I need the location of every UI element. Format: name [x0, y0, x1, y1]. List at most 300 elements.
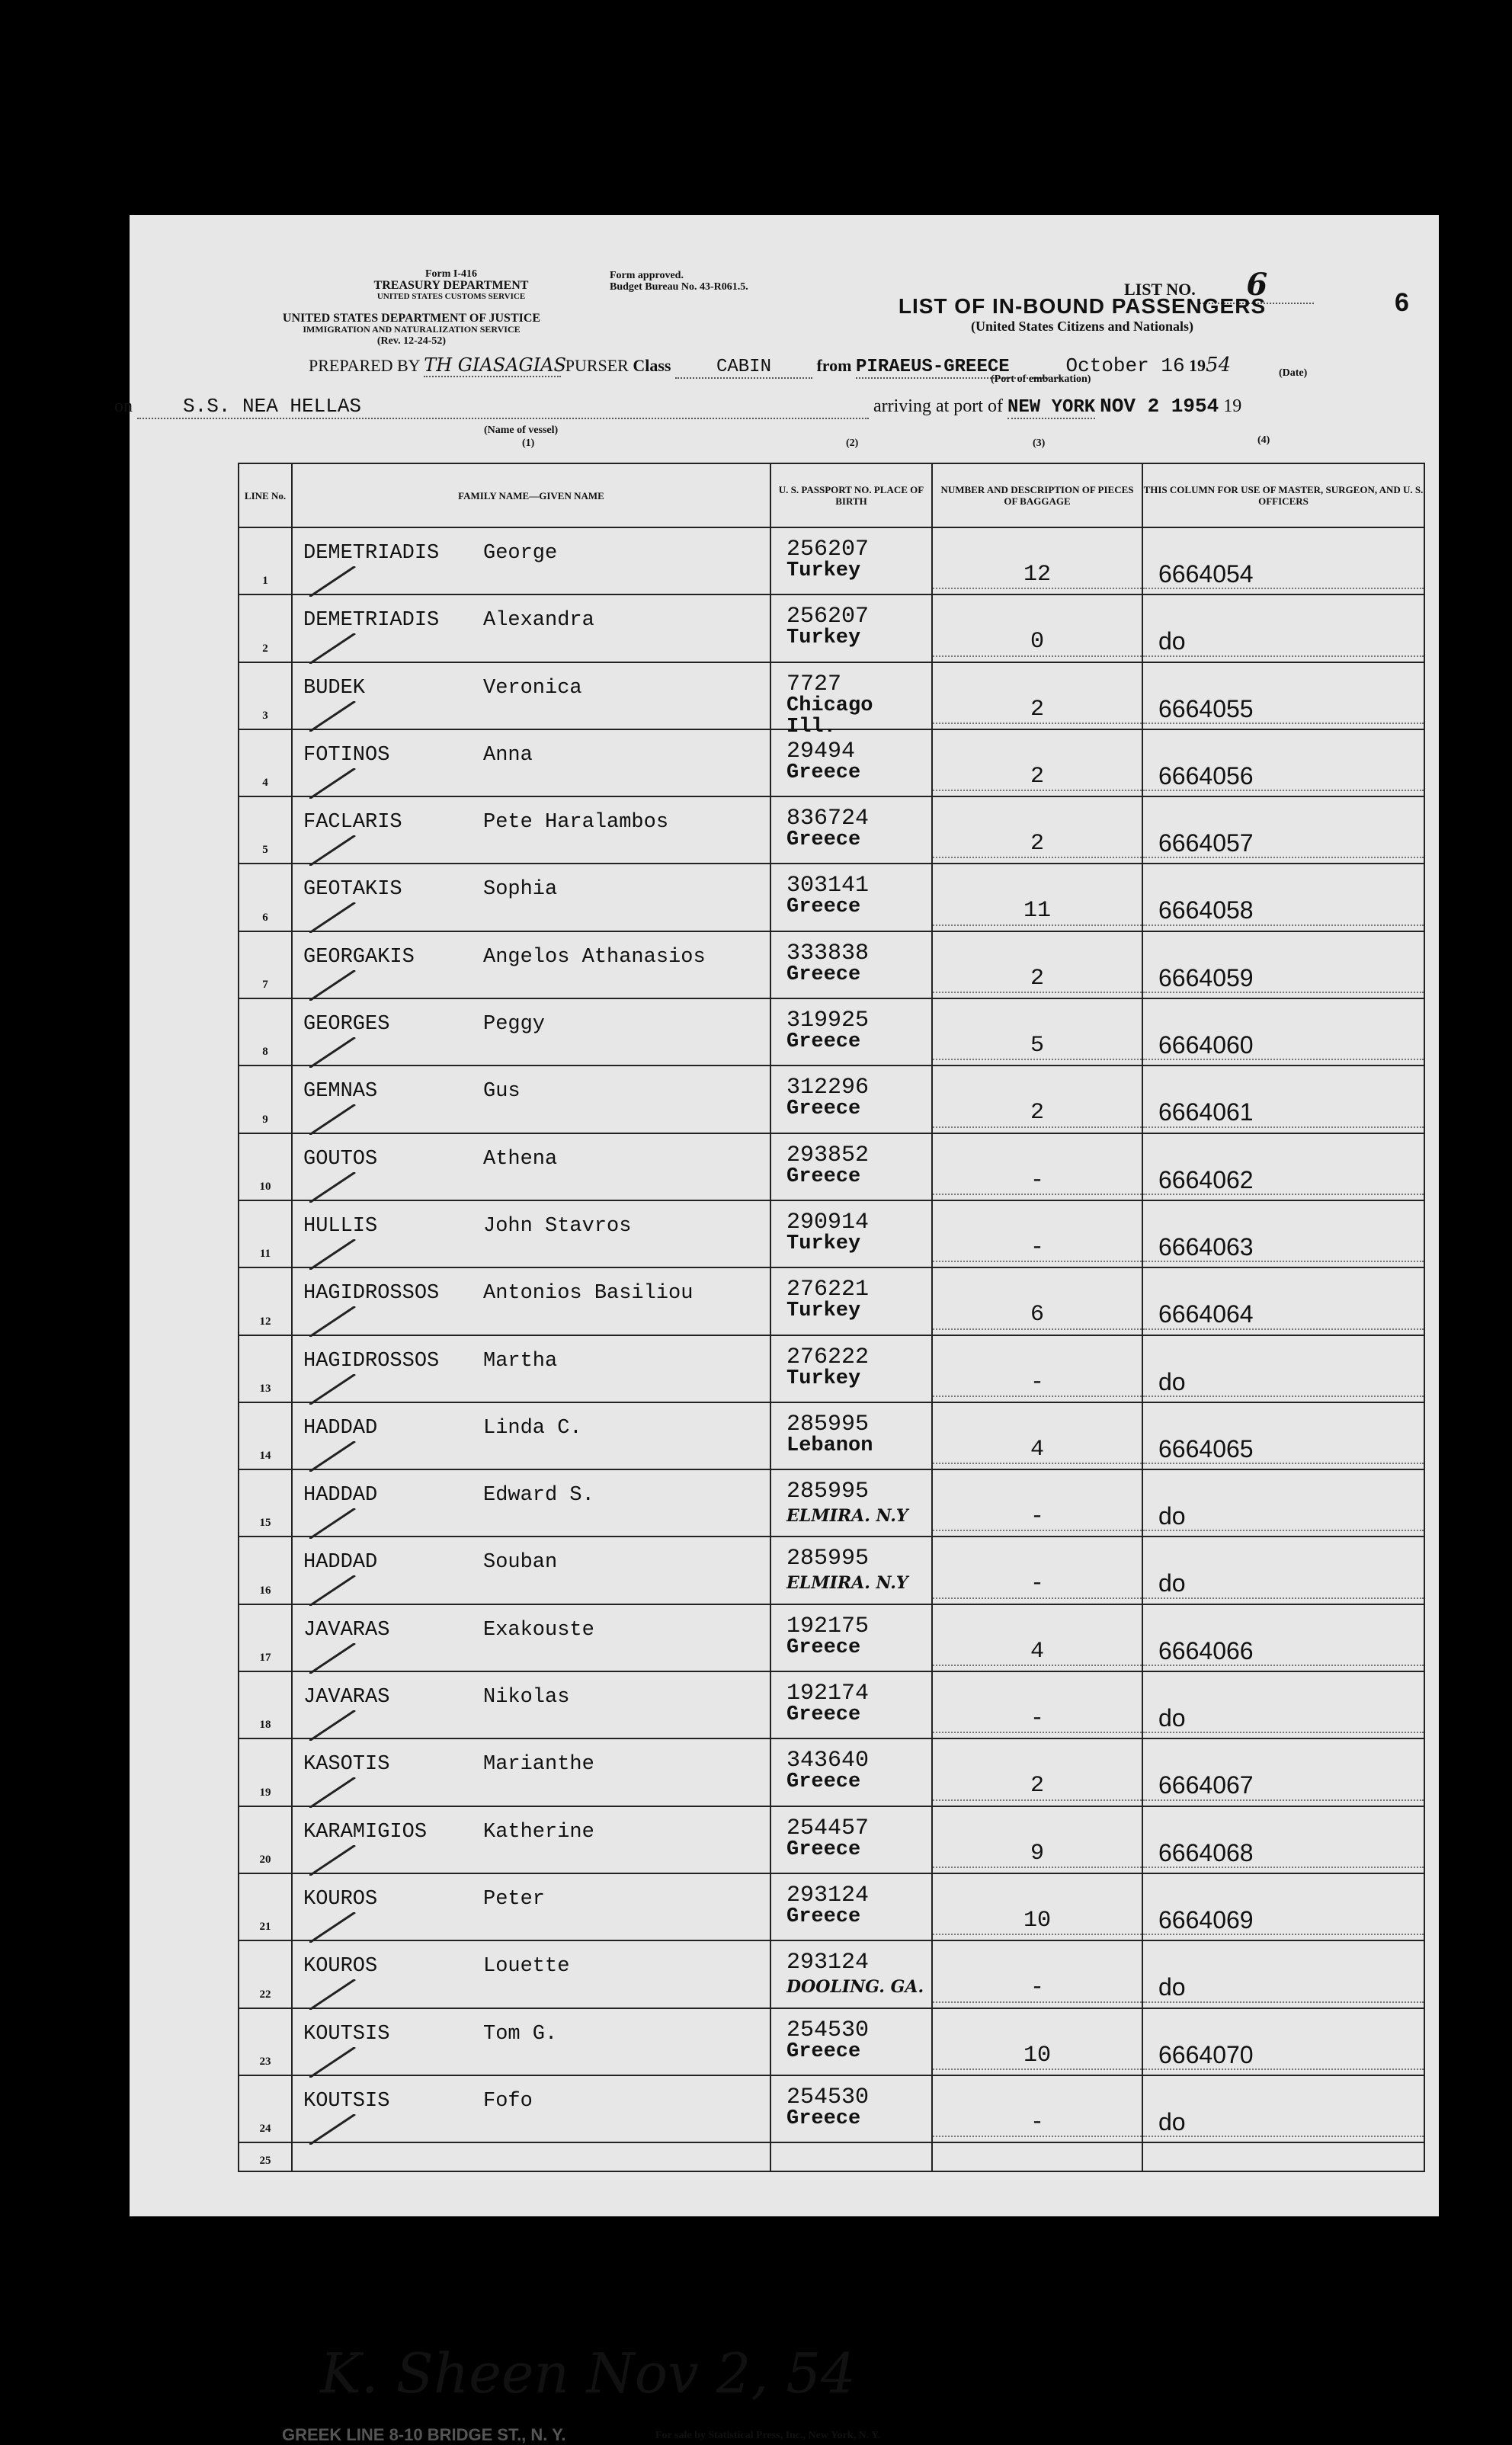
dotted-rule: [1143, 1665, 1424, 1666]
line-number: 5: [262, 844, 268, 857]
dotted-rule: [1143, 588, 1424, 589]
place-of-birth: Greece: [786, 1098, 861, 1121]
line-number: 20: [259, 1853, 271, 1866]
place-of-birth: Greece: [786, 1030, 861, 1054]
dotted-rule: [933, 992, 1142, 993]
given-name: Marianthe: [483, 1753, 594, 1777]
officer-entry: 6664057: [1158, 829, 1254, 857]
passport-cell: [770, 1402, 932, 1469]
checkmark-icon: [309, 566, 386, 597]
officer-entry: 6664059: [1158, 963, 1254, 992]
baggage-count: 10: [1023, 1907, 1051, 1934]
line-number: 13: [259, 1382, 271, 1395]
table-row: [239, 796, 1424, 864]
form-number: Form I-416: [424, 268, 478, 280]
arrival-port-value: NEW YORK: [1007, 397, 1096, 418]
line-cell: [239, 2008, 292, 2075]
inspector-signature: K. Sheen Nov 2, 54: [320, 2341, 856, 2405]
name-cell: [292, 2075, 770, 2142]
dotted-rule: [1143, 1059, 1424, 1060]
column-header-baggage: NUMBER AND DESCRIPTION OF PIECES OF BAGGAGE: [932, 463, 1142, 527]
immigration-service: IMMIGRATION AND NATURALIZATION SERVICE: [303, 324, 521, 335]
departure-date-value: October 16: [1065, 354, 1185, 377]
name-cell: [292, 1806, 770, 1873]
baggage-count: -: [1030, 1504, 1044, 1530]
table-row: [239, 2075, 1424, 2142]
name-cell: [292, 1200, 770, 1267]
place-of-birth: Greece: [786, 1703, 861, 1727]
officer-entry: do: [1158, 627, 1186, 655]
place-of-birth: Greece: [786, 1838, 861, 1861]
baggage-count: -: [1030, 1167, 1044, 1194]
given-name: Alexandra: [483, 609, 594, 633]
checkmark-icon: [309, 1374, 386, 1405]
officer-cell: [1142, 1940, 1424, 2008]
passport-number: 29494: [786, 738, 856, 764]
checkmark-icon: [309, 701, 386, 732]
printer-note: For sale by Statistical Press, Inc., New York, N. Y.: [655, 2430, 881, 2441]
baggage-cell: [932, 2142, 1142, 2171]
line-number: 24: [259, 2123, 271, 2136]
given-name: Linda C.: [483, 1416, 582, 1440]
baggage-count: 2: [1030, 763, 1044, 790]
baggage-cell: [932, 1402, 1142, 1469]
family-name: KARAMIGIOS: [303, 1820, 428, 1844]
place-of-birth: Greece: [786, 963, 861, 986]
given-name: Peter: [483, 1887, 546, 1911]
table-row: [239, 2008, 1424, 2075]
baggage-cell: [932, 1335, 1142, 1402]
dotted-rule: [933, 1934, 1142, 1935]
dotted-rule: [933, 857, 1142, 858]
checkmark-icon: [309, 768, 386, 799]
dotted-rule: [1143, 1799, 1424, 1801]
line-cell: [239, 1469, 292, 1537]
passport-number: 293124: [786, 1882, 870, 1908]
dotted-rule: [933, 1396, 1142, 1397]
baggage-count: -: [1030, 1234, 1044, 1261]
place-of-birth: Turkey: [786, 626, 861, 650]
baggage-cell: [932, 1738, 1142, 1806]
family-name: FACLARIS: [303, 811, 402, 835]
officer-entry: 6664068: [1158, 1838, 1254, 1867]
place-of-birth: Turkey: [786, 1232, 861, 1255]
passport-number: 333838: [786, 940, 870, 966]
place-of-birth: Turkey: [786, 559, 861, 582]
line-number: 2: [262, 642, 268, 655]
dotted-rule: [933, 588, 1142, 589]
passport-number: 285995: [786, 1546, 870, 1572]
line-cell: [239, 864, 292, 931]
baggage-cell: [932, 998, 1142, 1065]
dotted-rule: [933, 1126, 1142, 1128]
family-name: HAGIDROSSOS: [303, 1282, 440, 1306]
place-of-birth: ELMIRA. N.Y: [786, 1506, 908, 1527]
passport-cell: [770, 594, 932, 662]
officer-entry: do: [1158, 2107, 1186, 2136]
baggage-cell: [932, 2008, 1142, 2075]
column-header-line-no: LINE No.: [239, 463, 292, 527]
dotted-rule: [1143, 1328, 1424, 1330]
column-number-2: (2): [846, 437, 859, 449]
column-number-4: (4): [1257, 434, 1270, 446]
budget-bureau-number: Budget Bureau No. 43-R061.5.: [610, 281, 748, 293]
baggage-cell: [932, 662, 1142, 729]
page-corner-number: 6: [1395, 288, 1409, 317]
table-row: [239, 1671, 1424, 1738]
given-name: Louette: [483, 1955, 570, 1979]
checkmark-icon: [309, 1777, 386, 1808]
passport-number: 192175: [786, 1613, 870, 1639]
dotted-rule: [1143, 655, 1424, 657]
place-of-birth: Lebanon: [786, 1434, 873, 1457]
checkmark-icon: [309, 1104, 386, 1135]
passport-cell: [770, 931, 932, 998]
passport-cell: [770, 1133, 932, 1200]
checkmark-icon: [309, 1979, 386, 2010]
line-cell: [239, 1940, 292, 2008]
line-cell: [239, 2075, 292, 2142]
name-cell: [292, 594, 770, 662]
table-row: [239, 2142, 1424, 2171]
passport-number: 293852: [786, 1142, 870, 1168]
place-of-birth: ELMIRA. N.Y: [786, 1573, 908, 1594]
family-name: HADDAD: [303, 1484, 378, 1508]
dotted-rule: [933, 1059, 1142, 1060]
baggage-cell: [932, 1940, 1142, 2008]
passport-number: 290914: [786, 1209, 870, 1235]
dotted-rule: [1143, 1463, 1424, 1464]
table-row: [239, 1604, 1424, 1671]
baggage-cell: [932, 1267, 1142, 1335]
family-name: JAVARAS: [303, 1618, 390, 1642]
passport-cell: [770, 2075, 932, 2142]
checkmark-icon: [309, 1912, 386, 1943]
name-cell: [292, 1604, 770, 1671]
passport-number: 192174: [786, 1681, 870, 1707]
line-cell: [239, 1671, 292, 1738]
table-row: [239, 527, 1424, 594]
officer-entry: 6664066: [1158, 1636, 1254, 1665]
officer-entry: do: [1158, 1569, 1186, 1597]
passport-cell: [770, 1604, 932, 1671]
dotted-rule: [933, 1194, 1142, 1195]
line-number: 1: [262, 575, 268, 588]
baggage-count: -: [1030, 1369, 1044, 1396]
checkmark-icon: [309, 1643, 386, 1674]
baggage-count: 4: [1030, 1638, 1044, 1665]
officer-cell: [1142, 729, 1424, 796]
passport-number: 303141: [786, 873, 870, 899]
checkmark-icon: [309, 2114, 386, 2145]
column-header-officers: THIS COLUMN FOR USE OF MASTER, SURGEON, AND U. S. OFFICERS: [1142, 463, 1424, 527]
given-name: Anna: [483, 743, 533, 767]
line-number: 25: [259, 2155, 271, 2168]
given-name: Antonios Basiliou: [483, 1282, 694, 1306]
given-name: Martha: [483, 1349, 558, 1373]
name-cell: [292, 729, 770, 796]
checkmark-icon: [309, 1575, 386, 1606]
dotted-rule: [1143, 857, 1424, 858]
given-name: George: [483, 542, 558, 565]
revision-date: (Rev. 12-24-52): [376, 335, 447, 347]
dotted-rule: [933, 1867, 1142, 1868]
line-number: 11: [259, 1248, 271, 1261]
officer-cell: [1142, 1738, 1424, 1806]
family-name: HADDAD: [303, 1416, 378, 1440]
given-name: Pete Haralambos: [483, 811, 669, 835]
name-cell: [292, 1335, 770, 1402]
given-name: Sophia: [483, 878, 558, 902]
dotted-rule: [933, 1328, 1142, 1330]
line-number: 8: [262, 1046, 268, 1059]
baggage-cell: [932, 1133, 1142, 1200]
passport-number: 276221: [786, 1277, 870, 1303]
table-row: [239, 1200, 1424, 1267]
line-cell: [239, 1133, 292, 1200]
column-number-3: (3): [1033, 437, 1046, 449]
dotted-rule: [933, 1261, 1142, 1262]
officer-cell: [1142, 1604, 1424, 1671]
officer-entry: 6664070: [1158, 2040, 1254, 2068]
line-number: 6: [262, 911, 268, 924]
place-of-birth: Greece: [786, 1770, 861, 1794]
family-name: HAGIDROSSOS: [303, 1349, 440, 1373]
place-of-birth: Greece: [786, 1165, 861, 1188]
prepared-by-value: TH GIASAGIAS: [424, 354, 566, 376]
given-name: Edward S.: [483, 1484, 594, 1508]
name-cell: [292, 1537, 770, 1604]
dotted-rule: [933, 2068, 1142, 2070]
dotted-rule: [1143, 1194, 1424, 1195]
checkmark-icon: [309, 902, 386, 933]
passport-number: 256207: [786, 604, 870, 630]
baggage-count: 0: [1030, 629, 1044, 655]
vessel-name-value: S.S. NEA HELLAS: [137, 395, 869, 419]
officer-cell: [1142, 2075, 1424, 2142]
dotted-rule: [933, 1799, 1142, 1801]
family-name: JAVARAS: [303, 1686, 390, 1710]
line-cell: [239, 1604, 292, 1671]
baggage-cell: [932, 1537, 1142, 1604]
dotted-rule: [1143, 723, 1424, 724]
checkmark-icon: [309, 1441, 386, 1472]
given-name: John Stavros: [483, 1214, 632, 1238]
line-cell: [239, 931, 292, 998]
place-of-birth: Greece: [786, 1905, 861, 1928]
line-number: 14: [259, 1450, 271, 1463]
form-title: LIST OF IN-BOUND PASSENGERS: [898, 294, 1267, 318]
officer-cell: [1142, 864, 1424, 931]
family-name: HULLIS: [303, 1214, 378, 1238]
dotted-rule: [1143, 1934, 1424, 1935]
table-row: [239, 1065, 1424, 1133]
place-of-birth: Greece: [786, 2040, 861, 2063]
from-port-value: PIRAEUS-GREECE: [856, 357, 1062, 379]
passport-cell: [770, 662, 932, 739]
officer-cell: [1142, 1873, 1424, 1940]
checkmark-icon: [309, 1306, 386, 1337]
place-of-birth: Greece: [786, 828, 861, 852]
given-name: Veronica: [483, 676, 582, 700]
baggage-cell: [932, 931, 1142, 998]
line-number: 23: [259, 2055, 271, 2068]
baggage-count: 5: [1030, 1033, 1044, 1059]
baggage-cell: [932, 527, 1142, 594]
table-row: [239, 1267, 1424, 1335]
line-cell: [239, 1267, 292, 1335]
officer-entry: do: [1158, 1502, 1186, 1530]
given-name: Souban: [483, 1551, 558, 1575]
table-row: [239, 1335, 1424, 1402]
treasury-department: TREASURY DEPARTMENT: [373, 279, 529, 292]
baggage-count: 2: [1030, 965, 1044, 992]
officer-entry: 6664063: [1158, 1232, 1254, 1261]
passport-number: 254530: [786, 2084, 870, 2110]
table-row: [239, 1469, 1424, 1537]
class-label: Class: [633, 356, 671, 375]
passport-cell: [770, 1738, 932, 1806]
given-name: Peggy: [483, 1013, 546, 1037]
passport-cell: [770, 2008, 932, 2075]
name-cell: [292, 2142, 770, 2171]
family-name: HADDAD: [303, 1551, 378, 1575]
dotted-rule: [1143, 1261, 1424, 1262]
passport-number: 285995: [786, 1411, 870, 1437]
name-cell: [292, 1873, 770, 1940]
family-name: GEORGAKIS: [303, 945, 415, 969]
name-cell: [292, 796, 770, 864]
officer-entry: 6664064: [1158, 1300, 1254, 1328]
passport-number: 276222: [786, 1344, 870, 1370]
family-name: GEOTAKIS: [303, 878, 402, 902]
officer-cell: [1142, 1200, 1424, 1267]
baggage-cell: [932, 1873, 1142, 1940]
family-name: DEMETRIADIS: [303, 542, 440, 565]
dotted-rule: [1143, 1597, 1424, 1599]
passport-cell: [770, 729, 932, 796]
checkmark-icon: [309, 1508, 386, 1539]
given-name: Exakouste: [483, 1618, 594, 1642]
dotted-rule: [933, 723, 1142, 724]
officer-cell: [1142, 1267, 1424, 1335]
place-of-birth: Greece: [786, 2107, 861, 2130]
arriving-label: arriving at port of: [873, 396, 1003, 416]
dotted-rule: [1143, 790, 1424, 791]
officer-cell: [1142, 1402, 1424, 1469]
from-label: from: [816, 356, 852, 375]
dotted-rule: [1143, 1867, 1424, 1868]
line-number: 21: [259, 1921, 271, 1934]
line-cell: [239, 1335, 292, 1402]
dotted-rule: [1143, 1530, 1424, 1531]
table-row: [239, 594, 1424, 662]
baggage-count: -: [1030, 1975, 1044, 2001]
line-cell: [239, 1402, 292, 1469]
customs-service: UNITED STATES CUSTOMS SERVICE: [376, 292, 526, 301]
family-name: GEORGES: [303, 1013, 390, 1037]
table-row: [239, 931, 1424, 998]
given-name: Athena: [483, 1147, 558, 1171]
arrival-year-prefix: 19: [1223, 396, 1242, 416]
table-row: [239, 1133, 1424, 1200]
baggage-count: 4: [1030, 1436, 1044, 1463]
on-label: on: [114, 396, 133, 416]
officer-cell: [1142, 1537, 1424, 1604]
dotted-rule: [933, 790, 1142, 791]
checkmark-icon: [309, 970, 386, 1001]
line-cell: [239, 1806, 292, 1873]
passport-cell: [770, 1200, 932, 1267]
officer-entry: 6664065: [1158, 1434, 1254, 1463]
family-name: DEMETRIADIS: [303, 609, 440, 633]
line-number: 4: [262, 777, 268, 790]
line-number: 16: [259, 1584, 271, 1597]
line-cell: [239, 998, 292, 1065]
family-name: KOUROS: [303, 1955, 378, 1979]
officer-cell: [1142, 796, 1424, 864]
line-number: 9: [262, 1113, 268, 1126]
line-cell: [239, 662, 292, 729]
officer-cell: [1142, 998, 1424, 1065]
dotted-rule: [1143, 1126, 1424, 1128]
table-row: [239, 998, 1424, 1065]
baggage-count: 2: [1030, 1773, 1044, 1799]
name-cell: [292, 1671, 770, 1738]
passport-cell: [770, 1873, 932, 1940]
place-of-birth: DOOLING. GA.: [786, 1977, 924, 1998]
passport-cell: [770, 1537, 932, 1604]
line-cell: [239, 796, 292, 864]
line-cell: [239, 1537, 292, 1604]
column-number-1: (1): [522, 437, 535, 449]
baggage-cell: [932, 1806, 1142, 1873]
checkmark-icon: [309, 1037, 386, 1068]
class-value: CABIN: [675, 357, 812, 379]
list-number-value: 6: [1200, 267, 1314, 304]
name-cell: [292, 864, 770, 931]
baggage-count: 2: [1030, 696, 1044, 723]
line-cell: [239, 729, 292, 796]
given-name: Angelos Athanasios: [483, 945, 706, 969]
line-cell: [239, 594, 292, 662]
line-cell: [239, 527, 292, 594]
table-row: [239, 1402, 1424, 1469]
passport-number: 254457: [786, 1815, 870, 1841]
baggage-cell: [932, 796, 1142, 864]
name-cell: [292, 931, 770, 998]
form-subtitle: (United States Citizens and Nationals): [970, 319, 1193, 334]
baggage-count: 2: [1030, 831, 1044, 857]
name-cell: [292, 662, 770, 729]
table-row: [239, 729, 1424, 796]
officer-entry: 6664056: [1158, 761, 1254, 790]
arrival-date-stamp: NOV 2 1954: [1100, 395, 1219, 418]
passport-number: 319925: [786, 1008, 870, 1034]
line-cell: [239, 1065, 292, 1133]
passport-cell: [770, 1806, 932, 1873]
line-number: 3: [262, 709, 268, 722]
passport-number: 285995: [786, 1479, 870, 1505]
passport-cell: [770, 1267, 932, 1335]
name-cell: [292, 2008, 770, 2075]
baggage-count: 12: [1023, 562, 1051, 588]
officer-cell: [1142, 662, 1424, 729]
officer-cell: [1142, 931, 1424, 998]
dotted-rule: [933, 655, 1142, 657]
family-name: KOUROS: [303, 1887, 378, 1911]
given-name: Nikolas: [483, 1686, 570, 1710]
